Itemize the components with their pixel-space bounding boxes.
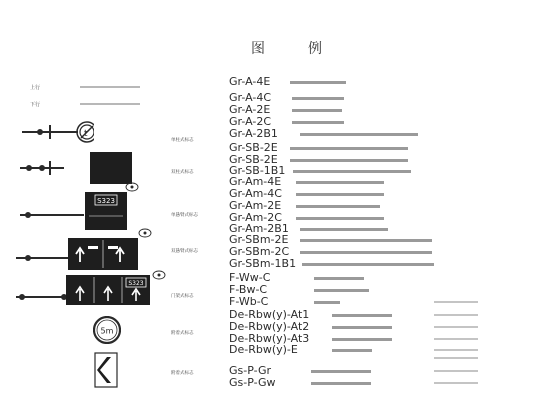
legend-code: Gr-SBm-2E <box>229 233 289 246</box>
sign-type-label-5: 门架式标志 <box>171 294 194 299</box>
legend-title-char-1: 图 <box>251 41 268 57</box>
speed-sign <box>93 316 121 344</box>
legend-code: Gr-A-2C <box>229 115 272 128</box>
header-row-1-label: 上行 <box>30 85 41 91</box>
legend-code: Gr-A-2B1 <box>229 127 278 140</box>
legend-code: Gr-SBm-2C <box>229 245 290 258</box>
legend-description <box>332 314 392 317</box>
double-cantilever-symbol <box>14 248 74 268</box>
legend-code: Gr-Am-2B1 <box>229 222 289 235</box>
legend-description <box>290 147 408 150</box>
chevron-sign <box>94 352 118 388</box>
legend-code: Gr-A-4E <box>229 75 271 88</box>
sign-type-label-6: 附着式标志 <box>171 331 194 336</box>
legend-title-char-2: 例 <box>308 41 325 57</box>
legend-description <box>296 217 384 220</box>
legend-description <box>314 301 340 304</box>
legend-code: Gs-P-Gr <box>229 364 272 377</box>
legend-code: F-Ww-C <box>229 271 271 284</box>
legend-description <box>296 193 384 196</box>
single-cantilever-sign <box>85 192 127 230</box>
header-row-1-desc <box>80 86 140 88</box>
legend-description <box>300 133 418 136</box>
gantry-symbol <box>14 287 74 307</box>
legend-description <box>332 349 372 352</box>
legend-code: Gr-SB-2E <box>229 153 278 166</box>
legend-description <box>300 239 432 242</box>
legend-tag <box>434 357 478 359</box>
legend-code: Gr-Am-4E <box>229 175 282 188</box>
legend-code: Gr-A-4C <box>229 91 272 104</box>
header-row-2-desc <box>80 103 140 105</box>
sign-type-label-3: 单悬臂式标志 <box>171 213 198 218</box>
legend-code: Gr-SB-2E <box>229 141 278 154</box>
legend-code: Gr-SBm-1B1 <box>229 257 297 270</box>
legend-description <box>293 170 411 173</box>
svg-text:5m: 5m <box>100 326 114 336</box>
legend-tag <box>434 370 478 372</box>
legend-description <box>302 263 434 266</box>
legend-description <box>296 181 384 184</box>
legend-description <box>290 81 346 84</box>
legend-description <box>311 382 371 385</box>
double-cantilever-bubble <box>138 228 152 238</box>
legend-code: Gr-Am-2E <box>229 199 282 212</box>
legend-code: F-Bw-C <box>229 283 268 296</box>
legend-tag <box>434 314 478 316</box>
legend-title <box>238 38 338 58</box>
legend-description <box>300 251 432 254</box>
svg-text:t: t <box>84 129 88 139</box>
legend-code: De-Rbw(y)-At3 <box>229 332 310 345</box>
legend-tag <box>434 326 478 328</box>
svg-text:S323: S323 <box>97 197 115 205</box>
single-cantilever-bubble <box>125 182 139 192</box>
legend-tag <box>434 349 478 351</box>
sign-type-label-7: 附着式标志 <box>171 371 194 376</box>
legend-code: Gr-SB-1B1 <box>229 164 286 177</box>
legend-code: De-Rbw(y)-At1 <box>229 308 310 321</box>
legend-tag <box>434 301 478 303</box>
legend-description <box>332 338 392 341</box>
single-cantilever-symbol <box>18 200 88 230</box>
legend-description <box>314 289 369 292</box>
legend-code: Gr-A-2E <box>229 103 271 116</box>
legend-description <box>290 159 408 162</box>
legend-description <box>332 326 392 329</box>
legend-tag <box>434 382 478 384</box>
legend-code: F-Wb-C <box>229 295 269 308</box>
legend-description <box>311 370 371 373</box>
legend-code: De-Rbw(y)-E <box>229 343 298 356</box>
legend-code: Gr-Am-2C <box>229 211 282 224</box>
sign-type-label-2: 双柱式标志 <box>171 170 194 175</box>
sign-type-label-4: 双悬臂式标志 <box>171 249 198 254</box>
legend-tag <box>434 338 478 340</box>
gantry-bubble <box>152 270 166 280</box>
legend-code: Gr-Am-4C <box>229 187 282 200</box>
legend-description <box>292 121 344 124</box>
legend-description <box>292 97 344 100</box>
header-row-2-label: 下行 <box>30 102 41 108</box>
double-post-symbol <box>14 152 134 184</box>
legend-description <box>296 205 380 208</box>
sign-type-label-1: 单柱式标志 <box>171 138 194 143</box>
svg-text:S323: S323 <box>128 280 144 287</box>
single-post-symbol <box>14 120 94 145</box>
legend-description <box>300 228 388 231</box>
legend-code: De-Rbw(y)-At2 <box>229 320 310 333</box>
legend-code: Gs-P-Gw <box>229 376 276 389</box>
legend-description <box>292 109 342 112</box>
legend-description <box>314 277 364 280</box>
gantry-sign <box>66 275 150 305</box>
double-cantilever-sign <box>68 238 138 270</box>
